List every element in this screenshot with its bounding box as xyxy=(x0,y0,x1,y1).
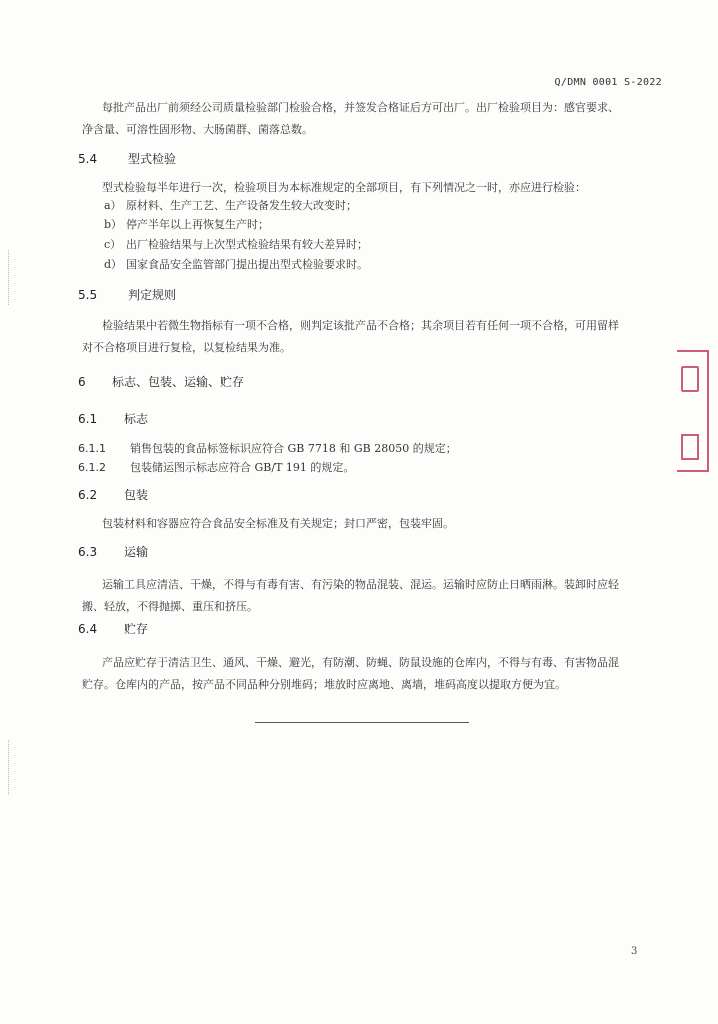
paragraph-line: 检验结果中若微生物指标有一项不合格，则判定该批产品不合格；其余项目若有任何一项不合格，可用留样 xyxy=(102,319,619,332)
list-marker: d） xyxy=(104,258,123,271)
clause-text: 销售包装的食品标签标识应符合 GB 7718 和 GB 28050 的规定； xyxy=(130,442,457,455)
outgoing-inspection-paragraph xyxy=(82,97,662,141)
list-item xyxy=(104,234,368,256)
list-item xyxy=(104,254,368,276)
section-heading-5-4 xyxy=(78,150,176,167)
clause-text: 包装储运图示标志应符合 GB/T 191 的规定。 xyxy=(130,461,355,474)
paragraph-line: 运输工具应清洁、干燥，不得与有毒有害、有污染的物品混装、混运。运输时应防止日晒雨淋。装卸时应轻 xyxy=(102,578,619,591)
section-title: 型式检验 xyxy=(128,152,177,166)
paragraph-line: 净含量、可溶性固形物、大肠菌群、菌落总数。 xyxy=(82,123,313,136)
section-title: 贮存 xyxy=(124,622,149,636)
page-number: 3 xyxy=(631,946,638,957)
subclause-6-1-1 xyxy=(78,440,457,456)
section-number: 6.4 xyxy=(78,622,98,636)
section-title: 运输 xyxy=(124,545,149,559)
clause-number: 6.1.2 xyxy=(78,461,106,474)
section-heading-6 xyxy=(78,373,244,390)
section-heading-6-2 xyxy=(78,486,148,503)
storage-paragraph xyxy=(82,652,662,696)
judgement-rules-paragraph xyxy=(82,315,662,359)
list-item-text: 出厂检验结果与上次型式检验结果有较大差异时； xyxy=(126,238,368,251)
section-heading-6-1 xyxy=(78,410,148,427)
packaging-paragraph xyxy=(82,513,662,535)
paragraph-line: 包装材料和容器应符合食品安全标准及有关规定；封口严密，包装牢固。 xyxy=(102,517,454,530)
seal-glyph xyxy=(681,434,699,460)
list-marker: b） xyxy=(104,218,123,231)
subclause-6-1-2 xyxy=(78,459,354,475)
clause-number: 6.1.1 xyxy=(78,442,106,455)
section-title: 包装 xyxy=(124,488,149,502)
section-number: 6.1 xyxy=(78,412,98,426)
list-marker: c） xyxy=(104,238,122,251)
list-item-text: 国家食品安全监管部门提出提出型式检验要求时。 xyxy=(126,258,368,271)
section-title: 标志 xyxy=(124,412,149,426)
section-number: 6.2 xyxy=(78,488,98,502)
seal-glyph xyxy=(681,366,699,392)
section-title: 标志、包装、运输、贮存 xyxy=(112,375,245,389)
section-heading-5-5 xyxy=(78,286,176,303)
paragraph-line: 搬、轻放，不得抛掷、重压和挤压。 xyxy=(82,600,258,613)
list-marker: a） xyxy=(104,199,122,212)
binding-margin-mark xyxy=(8,740,12,795)
section-number: 6 xyxy=(78,375,86,389)
paragraph-line: 对不合格项目进行复检，以复检结果为准。 xyxy=(82,341,291,354)
list-item-text: 停产半年以上再恢复生产时； xyxy=(126,218,269,231)
red-seal-stamp xyxy=(677,350,709,472)
document-code: Q/DMN 0001 S-2022 xyxy=(554,77,662,88)
section-number: 6.3 xyxy=(78,545,98,559)
section-title: 判定规则 xyxy=(128,288,177,302)
section-heading-6-4 xyxy=(78,620,148,637)
section-number: 5.4 xyxy=(78,152,98,166)
section-heading-6-3 xyxy=(78,543,148,560)
end-of-text-rule xyxy=(255,722,469,723)
paragraph-line: 型式检验每半年进行一次，检验项目为本标准规定的全部项目，有下列情况之一时，亦应进行检验： xyxy=(102,181,586,194)
paragraph-line: 产品应贮存于清洁卫生、通风、干燥、避光，有防潮、防蝇、防鼠设施的仓库内，不得与有毒、有害物品混 xyxy=(102,656,619,669)
paragraph-line: 每批产品出厂前须经公司质量检验部门检验合格，并签发合格证后方可出厂。出厂检验项目为：感官要求、 xyxy=(102,101,619,114)
list-item xyxy=(104,214,269,236)
binding-margin-mark xyxy=(8,250,12,305)
transport-paragraph xyxy=(82,574,662,618)
list-item-text: 原材料、生产工艺、生产设备发生较大改变时； xyxy=(126,199,357,212)
section-number: 5.5 xyxy=(78,288,98,302)
paragraph-line: 贮存。仓库内的产品，按产品不同品种分别堆码；堆放时应离地、离墙，堆码高度以提取方便为宜。 xyxy=(82,678,566,691)
